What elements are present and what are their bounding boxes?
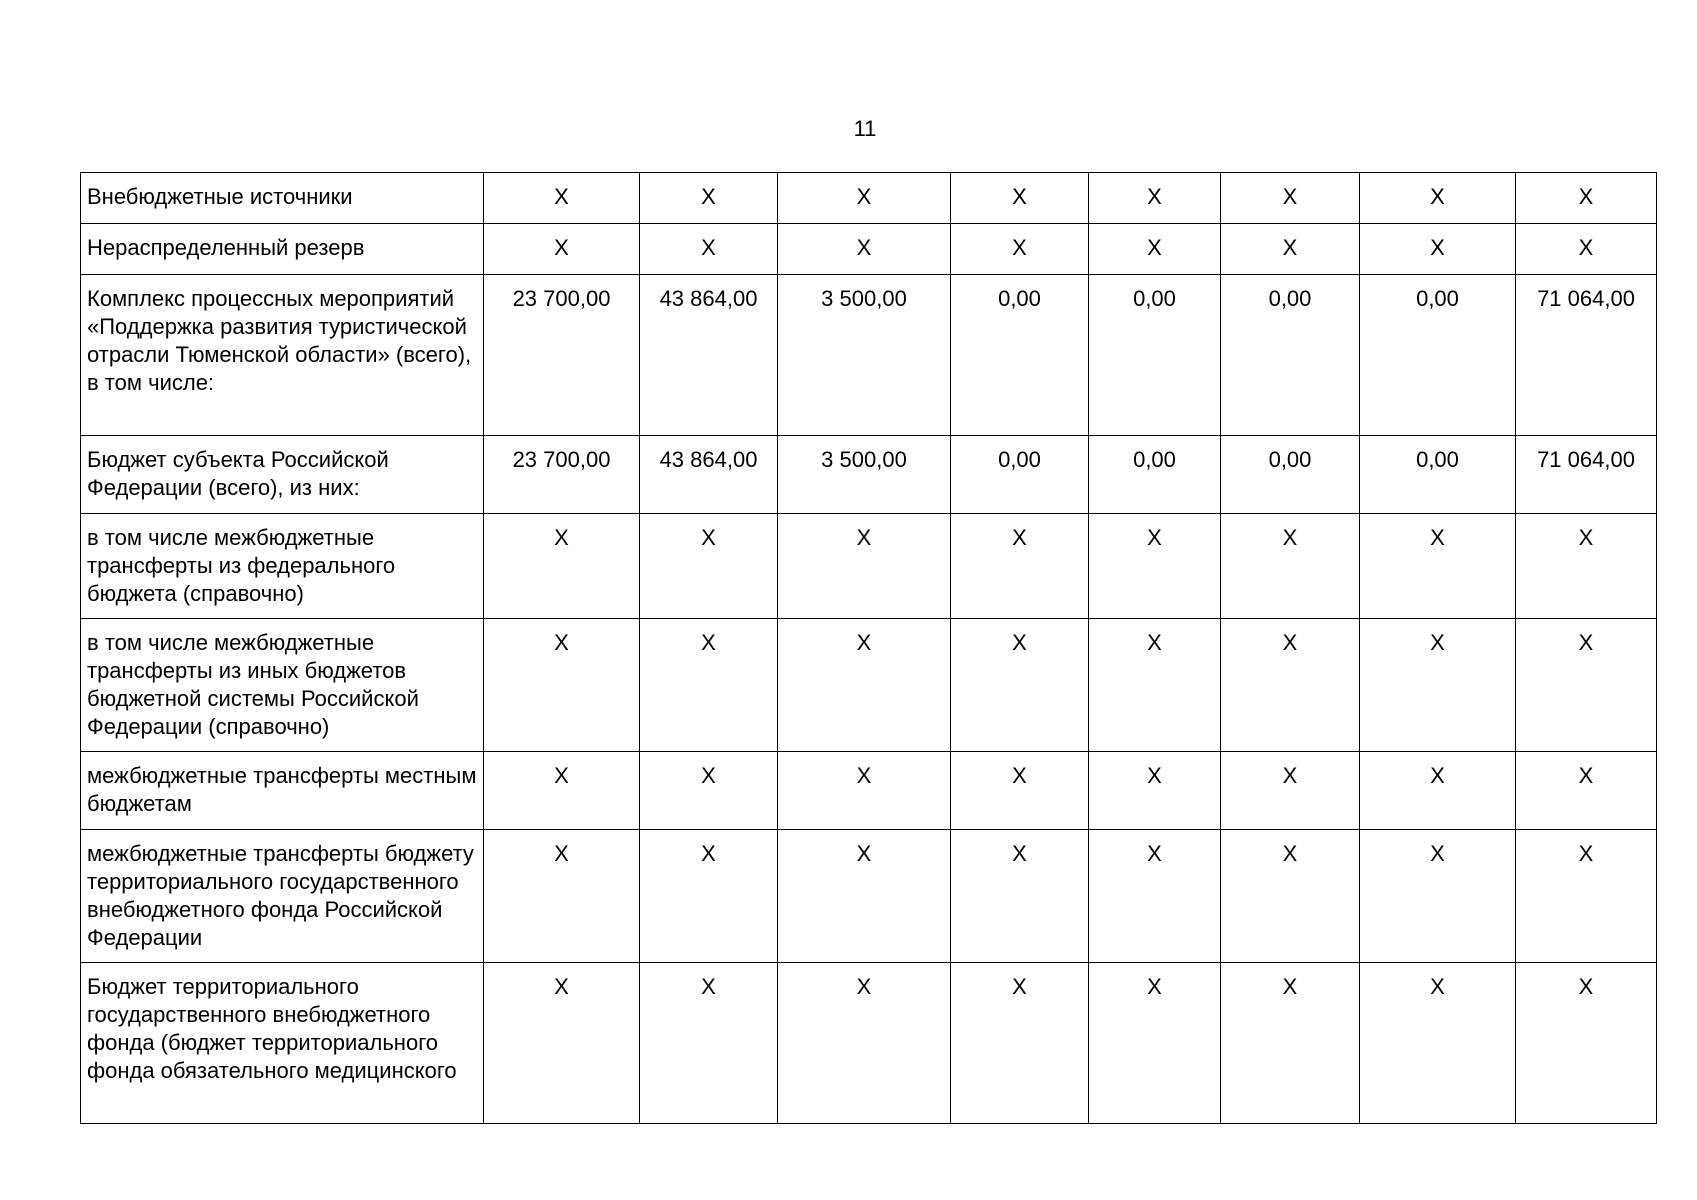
value-cell: X (1221, 224, 1360, 275)
table-row (81, 173, 1657, 224)
value-cell: 23 700,00 (484, 275, 640, 436)
value-cell: X (1360, 619, 1516, 752)
value-cell: X (484, 752, 640, 830)
value-cell: X (640, 830, 778, 963)
value-cell: X (1516, 830, 1657, 963)
page-number: 11 (853, 116, 877, 141)
value-cell: X (1089, 619, 1221, 752)
value-cell: X (484, 619, 640, 752)
row-label: Комплекс процессных мероприятий «Поддержка развития туристической отрасли Тюменской области» (всего), в том числе: (81, 275, 484, 436)
value-cell: X (484, 514, 640, 619)
value-cell: 71 064,00 (1516, 436, 1657, 514)
value-cell: X (1516, 224, 1657, 275)
value-cell: 43 864,00 (640, 275, 778, 436)
value-cell: X (1089, 752, 1221, 830)
value-cell: X (484, 830, 640, 963)
table-row (81, 752, 1657, 830)
value-cell: X (778, 830, 951, 963)
row-label: Нераспределенный резерв (81, 224, 484, 275)
value-cell: 23 700,00 (484, 436, 640, 514)
budget-table (80, 172, 1657, 1124)
row-label: Внебюджетные источники (81, 173, 484, 224)
row-label: межбюджетные трансферты местным бюджетам (81, 752, 484, 830)
row-label: в том числе межбюджетные трансферты из федерального бюджета (справочно) (81, 514, 484, 619)
value-cell: X (1516, 173, 1657, 224)
value-cell: 0,00 (1221, 436, 1360, 514)
row-label: Бюджет территориального государственного внебюджетного фонда (бюджет территориального фонда обязательного медицинского (81, 963, 484, 1124)
value-cell: X (778, 619, 951, 752)
value-cell: 0,00 (1360, 436, 1516, 514)
value-cell: X (778, 963, 951, 1124)
table-row (81, 275, 1657, 436)
value-cell: X (1516, 514, 1657, 619)
value-cell: 0,00 (1089, 275, 1221, 436)
value-cell: 0,00 (1221, 275, 1360, 436)
value-cell: X (951, 752, 1089, 830)
value-cell: X (1516, 752, 1657, 830)
value-cell: X (1360, 514, 1516, 619)
value-cell: X (1360, 173, 1516, 224)
value-cell: 0,00 (951, 275, 1089, 436)
row-label: межбюджетные трансферты бюджету территориального государственного внебюджетного фонда Российской Федерации (81, 830, 484, 963)
table-row (81, 436, 1657, 514)
value-cell: X (1360, 224, 1516, 275)
value-cell: 3 500,00 (778, 436, 951, 514)
value-cell: X (1360, 830, 1516, 963)
value-cell: X (1221, 830, 1360, 963)
value-cell: X (951, 830, 1089, 963)
value-cell: X (640, 224, 778, 275)
value-cell: 0,00 (1089, 436, 1221, 514)
value-cell: 3 500,00 (778, 275, 951, 436)
value-cell: 43 864,00 (640, 436, 778, 514)
value-cell: X (640, 963, 778, 1124)
value-cell: X (1089, 514, 1221, 619)
value-cell: X (1221, 752, 1360, 830)
value-cell: X (778, 752, 951, 830)
table-row (81, 963, 1657, 1124)
value-cell: X (778, 173, 951, 224)
value-cell: X (640, 752, 778, 830)
value-cell: X (1089, 173, 1221, 224)
value-cell: X (484, 224, 640, 275)
row-label: Бюджет субъекта Российской Федерации (всего), из них: (81, 436, 484, 514)
value-cell: X (1516, 963, 1657, 1124)
value-cell: X (1089, 963, 1221, 1124)
value-cell: X (951, 619, 1089, 752)
value-cell: X (951, 963, 1089, 1124)
table-row (81, 619, 1657, 752)
value-cell: X (1516, 619, 1657, 752)
value-cell: X (484, 173, 640, 224)
value-cell: X (1221, 963, 1360, 1124)
value-cell: X (1221, 173, 1360, 224)
value-cell: X (640, 619, 778, 752)
value-cell: X (778, 514, 951, 619)
value-cell: X (484, 963, 640, 1124)
value-cell: 71 064,00 (1516, 275, 1657, 436)
value-cell: X (951, 514, 1089, 619)
value-cell: X (951, 224, 1089, 275)
value-cell: 0,00 (951, 436, 1089, 514)
value-cell: X (951, 173, 1089, 224)
table-row (81, 514, 1657, 619)
value-cell: X (1360, 752, 1516, 830)
table-row (81, 224, 1657, 275)
value-cell: X (640, 514, 778, 619)
value-cell: X (640, 173, 778, 224)
table-row (81, 830, 1657, 963)
value-cell: X (1221, 514, 1360, 619)
value-cell: X (1360, 963, 1516, 1124)
row-label: в том числе межбюджетные трансферты из иных бюджетов бюджетной системы Российской Федерации (справочно) (81, 619, 484, 752)
value-cell: X (1221, 619, 1360, 752)
value-cell: X (778, 224, 951, 275)
value-cell: X (1089, 224, 1221, 275)
value-cell: X (1089, 830, 1221, 963)
value-cell: 0,00 (1360, 275, 1516, 436)
